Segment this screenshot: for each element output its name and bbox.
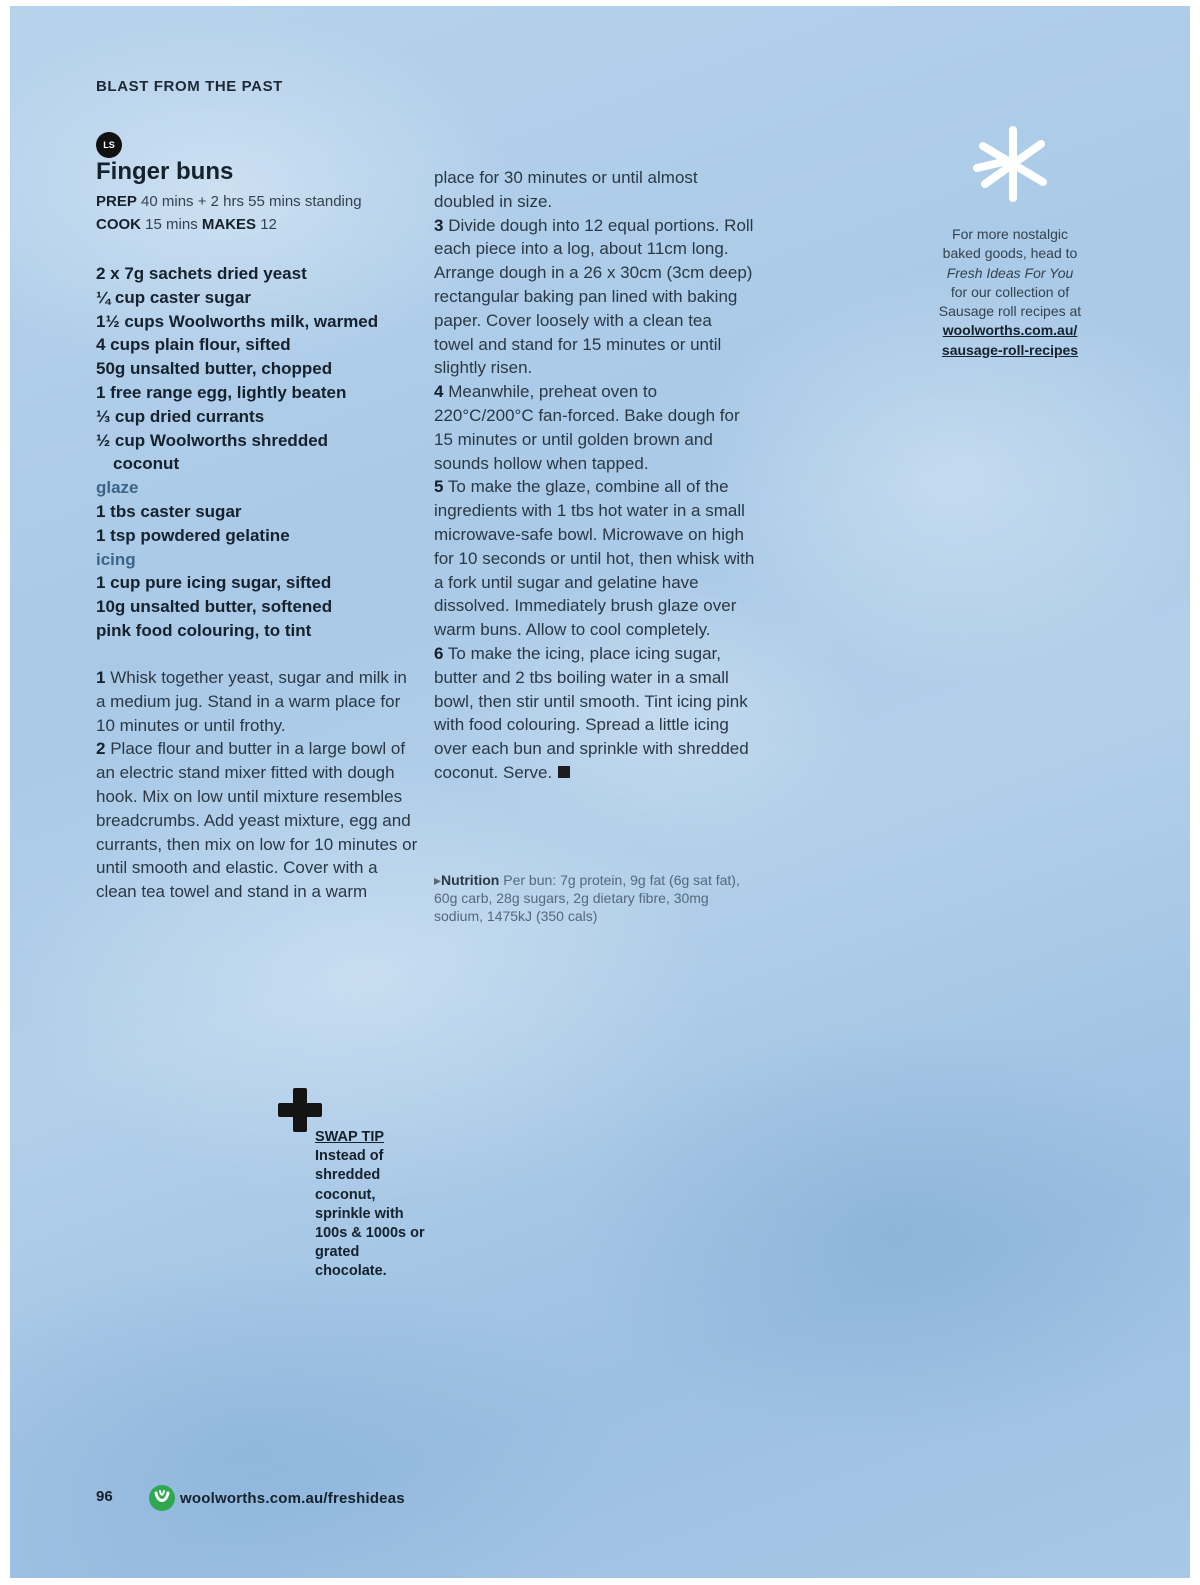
swap-tip-body: Instead of shredded coconut, sprinkle with 100s & 1000s or grated chocolate. [315, 1148, 425, 1280]
end-square-icon [558, 766, 570, 778]
prep-value: 40 mins + 2 hrs 55 mins standing [141, 193, 362, 210]
ingredient: 4 cups plain flour, sifted [96, 335, 291, 355]
sidebar-link[interactable]: sausage-roll-recipes [941, 341, 1079, 358]
ingredient: ⅓ cup dried currants [96, 406, 265, 426]
lunchbox-badge-icon: LS [96, 132, 122, 158]
method-step [434, 380, 756, 475]
swap-tip [315, 1128, 430, 1282]
sidebar-link[interactable]: woolworths.com.au/ [942, 322, 1078, 339]
ingredient-list [96, 262, 426, 643]
nutrition-text: Per bun: 7g protein, 9g fat (6g sat fat), 60g carb, 28g sugars, 2g dietary fibre, 30mg sodium, 1475kJ (350 cals) [434, 872, 740, 924]
method-step [434, 642, 756, 785]
step-text: To make the glaze, combine all of the ingredients with 1 tbs hot water in a small microwave-safe bowl. Microwave on high for 10 seconds or until hot, then whisk with a fork until sugar and gelatine have dissolved. Immediately brush glaze over warm buns. Allow to cool completely. [434, 477, 755, 640]
step-number: 2 [96, 739, 106, 759]
magazine-page [10, 6, 1190, 1578]
makes-label: MAKES [201, 216, 257, 233]
step-number: 5 [434, 477, 444, 497]
cook-value: 15 mins [145, 216, 198, 233]
page-number: 96 [96, 1488, 113, 1505]
icing-ingredient: pink food colouring, to tint [96, 620, 312, 640]
method-step [434, 214, 756, 381]
method-column-2 [434, 166, 756, 785]
step-number: 4 [434, 382, 444, 402]
step-text: Meanwhile, preheat oven to 220°C/200°C fan-forced. Bake dough for 15 minutes or until golden brown and sounds hollow when tapped. [434, 382, 740, 473]
step-text: place for 30 minutes or until almost doubled in size. [434, 168, 698, 211]
cook-label: COOK [96, 216, 141, 233]
glaze-heading: glaze [96, 478, 139, 498]
method-step [434, 475, 756, 642]
ingredient: 1½ cups Woolworths milk, warmed [96, 311, 379, 331]
method-step [96, 666, 418, 737]
ingredient: 50g unsalted butter, chopped [96, 359, 333, 379]
glaze-ingredient: 1 tsp powdered gelatine [96, 525, 290, 545]
step-text: Place flour and butter in a large bowl of an electric stand mixer fitted with dough hook. Mix on low until mixture resembles breadcrumbs. Add yeast mixture, egg and currants, then mix on low for 10 minutes or until smooth and elastic. Cover with a clean tea towel and stand in a warm [96, 739, 418, 902]
woolworths-logo-icon [148, 1484, 176, 1512]
prep-label: PREP [96, 193, 137, 210]
step-number: 6 [434, 643, 444, 663]
ingredient: 1 free range egg, lightly beaten [96, 382, 347, 402]
plus-icon [276, 1086, 324, 1134]
method-step-continued [434, 166, 756, 214]
method-step [96, 737, 418, 904]
sidebar-line: Sausage roll recipes at [938, 303, 1082, 320]
icing-ingredient: 1 cup pure icing sugar, sifted [96, 573, 332, 593]
triangle-bullet-icon: ▸ [434, 872, 442, 888]
recipe-title: Finger buns [96, 158, 234, 185]
ingredient: 2 x 7g sachets dried yeast [96, 264, 307, 283]
step-text: Whisk together yeast, sugar and milk in a medium jug. Stand in a warm place for 10 minutes or until frothy. [96, 668, 407, 735]
nutrition-info [434, 871, 744, 925]
nutrition-label: Nutrition [441, 872, 500, 888]
step-number: 1 [96, 668, 106, 687]
section-label: BLAST FROM THE PAST [96, 78, 283, 95]
sidebar-promo [910, 225, 1110, 360]
step-text: To make the icing, place icing sugar, butter and 2 tbs boiling water in a small bowl, then stir until smooth. Tint icing pink with food colouring. Spread a little icing over each bun and sprinkle with shredded coconut. Serve. [434, 643, 749, 782]
sidebar-italic: Fresh Ideas For You [946, 264, 1074, 281]
prep-time [96, 193, 362, 210]
step-number: 3 [434, 215, 444, 235]
sidebar-line: baked goods, head to [942, 245, 1078, 262]
icing-ingredient: 10g unsalted butter, softened [96, 597, 333, 617]
sidebar-line: for our collection of [950, 283, 1070, 300]
footer-url[interactable]: woolworths.com.au/freshideas [180, 1490, 405, 1507]
step-text: Divide dough into 12 equal portions. Roll each piece into a log, about 11cm long. Arrange dough in a 26 x 30cm (3cm deep) rectangular baking pan lined with baking paper. Cover loosely with a clean tea towel and stand for 15 minutes or until slightly risen. [434, 215, 754, 378]
glaze-ingredient: 1 tbs caster sugar [96, 501, 242, 521]
makes-value: 12 [260, 216, 277, 233]
ingredient: coconut [113, 454, 180, 474]
starburst-icon [973, 124, 1053, 204]
method-column-1 [96, 666, 418, 904]
ingredient: ½ cup Woolworths shredded [96, 430, 329, 450]
ingredient: ¼ cup caster sugar [96, 287, 251, 307]
sidebar-line: For more nostalgic [952, 226, 1068, 242]
cook-makes [96, 216, 277, 233]
swap-tip-title: SWAP TIP [315, 1129, 385, 1145]
icing-heading: icing [96, 549, 136, 569]
